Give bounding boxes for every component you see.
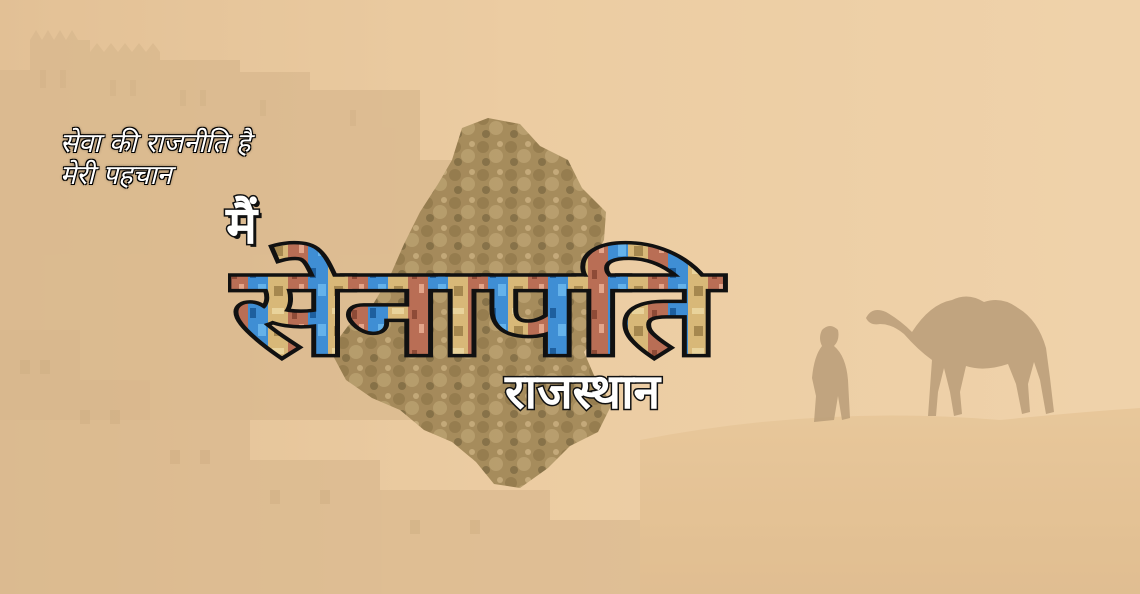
title-sub: राजस्थान <box>505 364 661 420</box>
tagline-line-1: सेवा की राजनीति है <box>60 128 251 159</box>
tagline-line-2: मेरी पहचान <box>60 160 172 191</box>
title-main-text: सेनापति <box>231 242 724 380</box>
title-prefix: मैं <box>226 196 258 256</box>
tagline <box>60 128 360 192</box>
title-main <box>228 222 728 382</box>
